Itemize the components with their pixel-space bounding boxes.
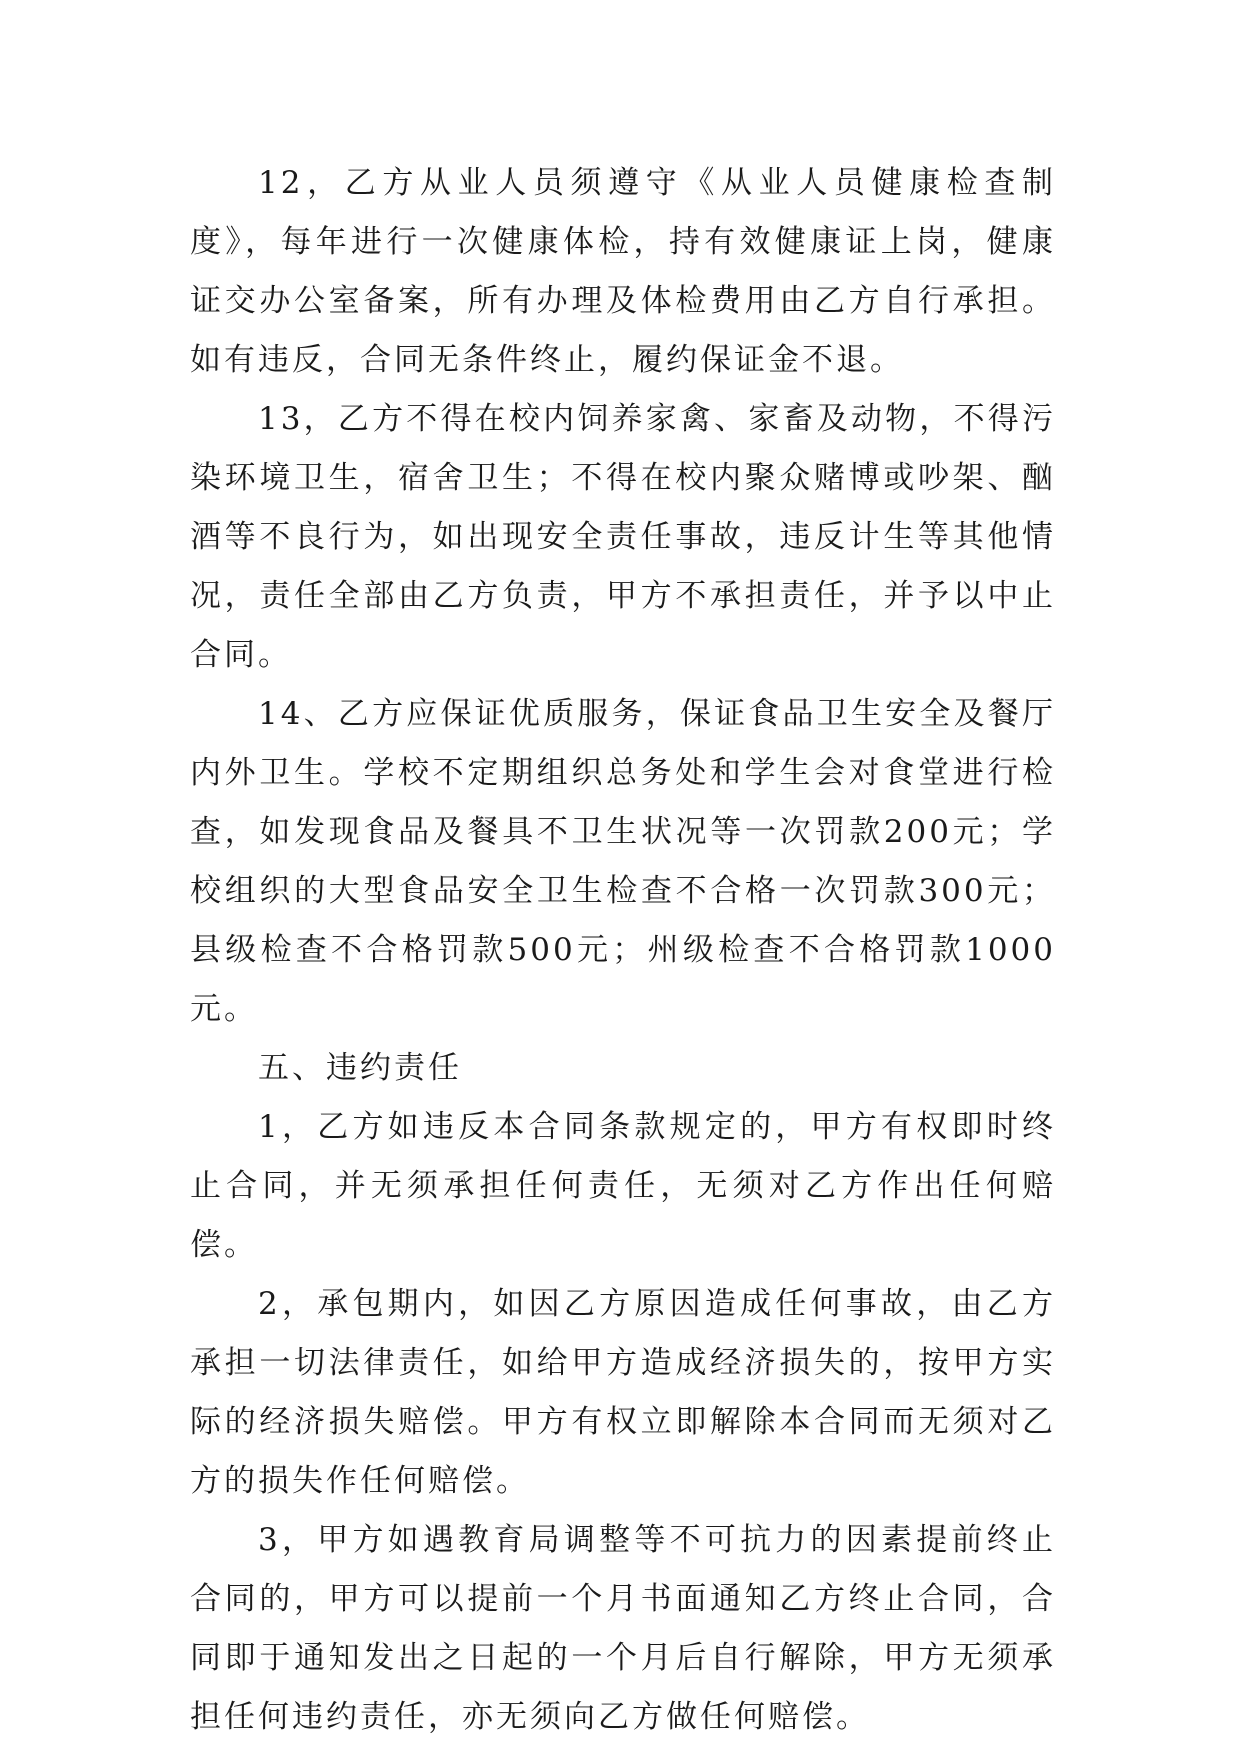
clause-13: 13，乙方不得在校内饲养家禽、家畜及动物，不得污染环境卫生，宿舍卫生；不得在校内聚众赌博或吵架、酗酒等不良行为，如出现安全责任事故，违反计生等其他情况，责任全部由乙方负责，甲方不承担责任，并予以中止合同。 bbox=[190, 401, 1056, 673]
clause-14: 14、乙方应保证优质服务，保证食品卫生安全及餐厅内外卫生。学校不定期组织总务处和学生会对食堂进行检查，如发现食品及餐具不卫生状况等一次罚款200元；学校组织的大型食品安全卫生检查不合格一次罚款300元；县级检查不合格罚款500元；州级检查不合格罚款1000元。 bbox=[190, 696, 1056, 1027]
breach-clause-3: 3，甲方如遇教育局调整等不可抗力的因素提前终止合同的，甲方可以提前一个月书面通知乙方终止合同，合同即于通知发出之日起的一个月后自行解除，甲方无须承担任何违约责任，亦无须向乙方做任何赔偿。 bbox=[190, 1522, 1056, 1735]
section-heading-breach-liability: 五、违约责任 bbox=[258, 1050, 462, 1086]
breach-clause-2: 2，承包期内，如因乙方原因造成任何事故，由乙方承担一切法律责任，如给甲方造成经济损失的，按甲方实际的经济损失赔偿。甲方有权立即解除本合同而无须对乙方的损失作任何赔偿。 bbox=[190, 1286, 1056, 1499]
breach-clause-1: 1，乙方如违反本合同条款规定的，甲方有权即时终止合同，并无须承担任何责任，无须对乙方作出任何赔偿。 bbox=[190, 1109, 1056, 1263]
document-body bbox=[190, 154, 1056, 1747]
clause-12: 12，乙方从业人员须遵守《从业人员健康检查制度》，每年进行一次健康体检，持有效健康证上岗，健康证交办公室备案，所有办理及体检费用由乙方自行承担。如有违反，合同无条件终止，履约保证金不退。 bbox=[190, 165, 1056, 378]
